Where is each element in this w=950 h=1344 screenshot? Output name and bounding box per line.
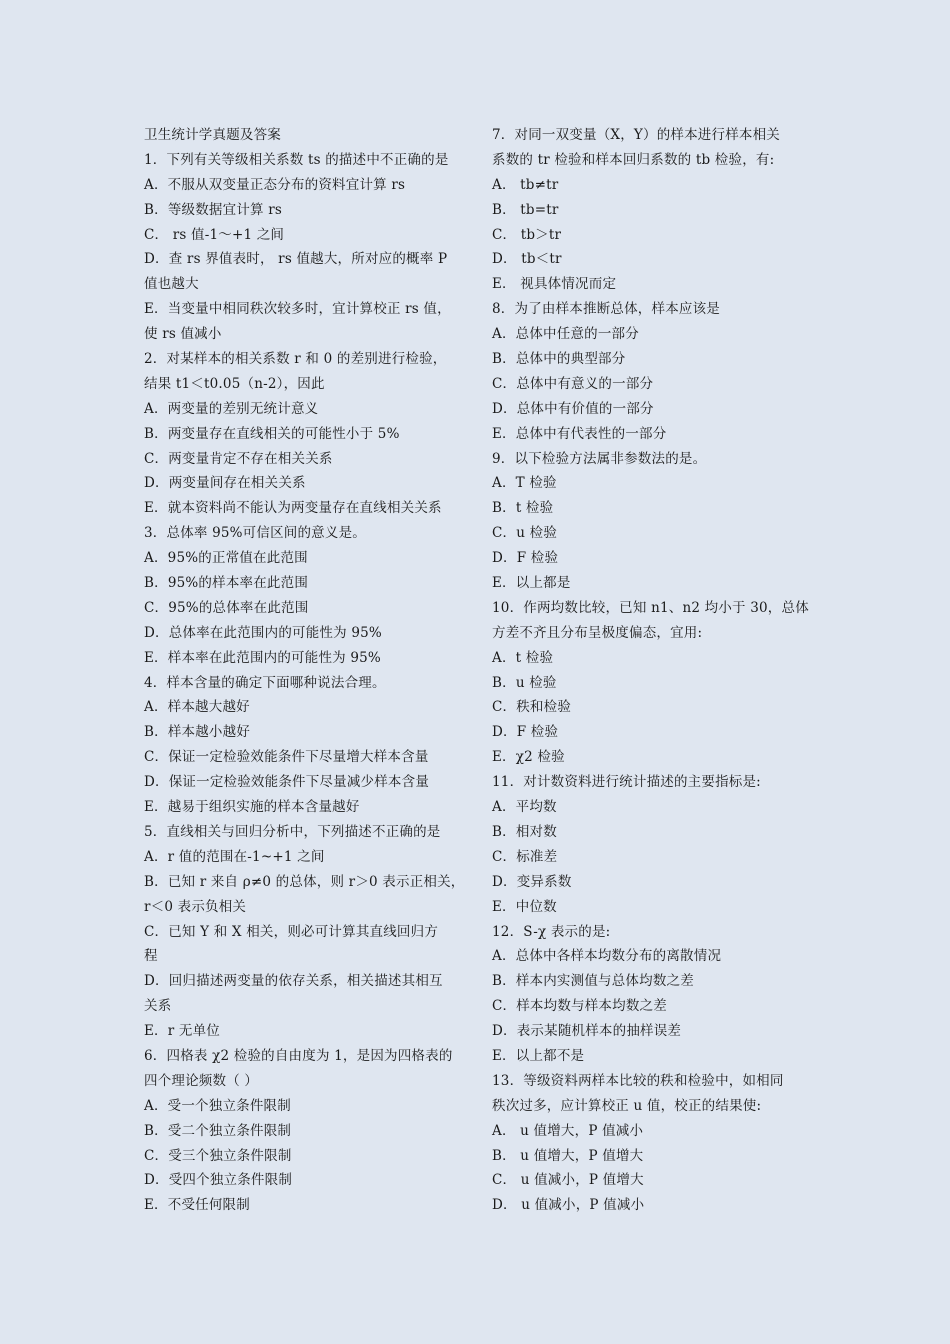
right-text-line: B． u 值增大，P 值增大 bbox=[492, 1147, 644, 1164]
right-text-line: B．u 检验 bbox=[492, 674, 557, 691]
left-text-line: C． rs 值-1～+1 之间 bbox=[144, 226, 285, 243]
right-text-line: D． tb＜tr bbox=[492, 251, 562, 268]
left-text-line: 1．下列有关等级相关系数 ts 的描述中不正确的是 bbox=[144, 151, 449, 168]
left-text-line: D．查 rs 界值表时， rs 值越大，所对应的概率 P bbox=[144, 251, 448, 268]
right-text-line: E．以上都是 bbox=[492, 575, 571, 592]
right-text-line: E．χ2 检验 bbox=[492, 749, 565, 766]
left-text-line: D．总体率在此范围内的可能性为 95% bbox=[144, 624, 382, 641]
left-text-line: 使 rs 值减小 bbox=[144, 326, 222, 343]
left-text-line: 四个理论频数（ ） bbox=[144, 1072, 259, 1089]
left-text-line: E．r 无单位 bbox=[144, 1023, 220, 1040]
right-text-line: B．样本内实测值与总体均数之差 bbox=[492, 973, 694, 990]
right-text-line: C．标准差 bbox=[492, 848, 558, 865]
left-text-line: D．两变量间存在相关关系 bbox=[144, 475, 306, 492]
left-text-line: E．不受任何限制 bbox=[144, 1197, 250, 1214]
left-text-line: B．95%的样本率在此范围 bbox=[144, 575, 309, 592]
right-text-line: D．变异系数 bbox=[492, 873, 572, 890]
left-text-line: B．等级数据宜计算 rs bbox=[144, 201, 282, 218]
right-text-line: 9．以下检验方法属非参数法的是。 bbox=[492, 450, 707, 467]
left-text-line: 卫生统计学真题及答案 bbox=[144, 127, 281, 143]
right-text-line: 13．等级资料两样本比较的秩和检验中，如相同 bbox=[492, 1072, 784, 1089]
right-text-line: A．总体中各样本均数分布的离散情况 bbox=[492, 948, 722, 965]
right-text-line: D．F 检验 bbox=[492, 724, 559, 741]
right-text-line: B．t 检验 bbox=[492, 500, 554, 517]
right-text-line: C． u 值减小，P 值增大 bbox=[492, 1172, 644, 1189]
left-text-line: 关系 bbox=[144, 998, 172, 1015]
right-column bbox=[492, 123, 810, 1218]
right-text-line: 10．作两均数比较，已知 n1、n2 均小于 30，总体 bbox=[492, 599, 809, 616]
right-text-line: 12．S-χ 表示的是: bbox=[492, 923, 611, 940]
right-text-line: 11．对计数资料进行统计描述的主要指标是: bbox=[492, 774, 761, 791]
left-text-line: D．保证一定检验效能条件下尽量减少样本含量 bbox=[144, 774, 430, 791]
right-text-line: 系数的 tr 检验和样本回归系数的 tb 检验，有: bbox=[492, 151, 775, 168]
left-column bbox=[144, 123, 465, 1218]
left-text-line: 5．直线相关与回归分析中，下列描述不正确的是 bbox=[144, 823, 441, 840]
right-text-line: A． u 值增大，P 值减小 bbox=[492, 1122, 644, 1139]
left-text-line: A．样本越大越好 bbox=[144, 699, 250, 716]
right-text-line: E．总体中有代表性的一部分 bbox=[492, 425, 667, 442]
right-text-line: A．t 检验 bbox=[492, 649, 554, 666]
right-text-line: A．总体中任意的一部分 bbox=[492, 326, 639, 343]
right-text-line: C．样本均数与样本均数之差 bbox=[492, 998, 667, 1015]
left-text-line: E．就本资料尚不能认为两变量存在直线相关关系 bbox=[144, 500, 442, 517]
left-text-line: B．两变量存在直线相关的可能性小于 5% bbox=[144, 425, 400, 442]
right-text-line: 方差不齐且分布呈极度偏态，宜用: bbox=[492, 624, 703, 641]
left-text-line: C．保证一定检验效能条件下尽量增大样本含量 bbox=[144, 749, 429, 766]
right-text-line: D． u 值减小，P 值减小 bbox=[492, 1197, 645, 1214]
left-text-line: A．95%的正常值在此范围 bbox=[144, 550, 308, 567]
left-text-line: D．回归描述两变量的依存关系，相关描述其相互 bbox=[144, 973, 443, 990]
right-text-line: A．平均数 bbox=[492, 799, 557, 816]
right-text-line: D．F 检验 bbox=[492, 550, 559, 567]
left-text-line: D．受四个独立条件限制 bbox=[144, 1172, 293, 1189]
right-text-line: 8．为了由样本推断总体，样本应该是 bbox=[492, 301, 720, 318]
right-text-line: C． tb＞tr bbox=[492, 226, 562, 243]
right-text-line: C．秩和检验 bbox=[492, 699, 572, 716]
left-text-line: C．已知 Y 和 X 相关，则必可计算其直线回归方 bbox=[144, 923, 439, 940]
right-text-line: 7．对同一双变量（X，Y）的样本进行样本相关 bbox=[492, 127, 781, 143]
right-text-line: 秩次过多，应计算校正 u 值，校正的结果使: bbox=[492, 1097, 762, 1114]
left-text-line: 6．四格表 χ2 检验的自由度为 1，是因为四格表的 bbox=[144, 1047, 453, 1064]
left-text-line: 程 bbox=[144, 948, 158, 965]
right-text-line: E．中位数 bbox=[492, 898, 557, 915]
left-text-line: A．两变量的差别无统计意义 bbox=[144, 400, 319, 417]
left-text-line: 值也越大 bbox=[144, 276, 199, 293]
left-text-line: 3．总体率 95%可信区间的意义是。 bbox=[144, 525, 366, 542]
left-text-line: B．样本越小越好 bbox=[144, 724, 251, 741]
left-text-line: E．当变量中相同秩次较多时，宜计算校正 rs 值， bbox=[144, 301, 451, 318]
left-text-line: C．受三个独立条件限制 bbox=[144, 1147, 292, 1164]
left-text-line: E．样本率在此范围内的可能性为 95% bbox=[144, 649, 381, 666]
right-text-line: B．总体中的典型部分 bbox=[492, 351, 626, 368]
left-text-line: A．不服从双变量正态分布的资料宜计算 rs bbox=[144, 176, 406, 193]
left-text-line: r＜0 表示负相关 bbox=[144, 898, 247, 915]
left-text-line: 2．对某样本的相关系数 r 和 0 的差别进行检验， bbox=[144, 351, 447, 368]
right-text-line: D．表示某随机样本的抽样误差 bbox=[492, 1023, 682, 1040]
right-text-line: A．T 检验 bbox=[492, 475, 557, 492]
right-text-line: B． tb=tr bbox=[492, 201, 559, 218]
right-text-line: C．u 检验 bbox=[492, 525, 558, 542]
left-text-line: 4．样本含量的确定下面哪种说法合理。 bbox=[144, 674, 386, 691]
right-text-line: C．总体中有意义的一部分 bbox=[492, 375, 654, 392]
left-text-line: A．受一个独立条件限制 bbox=[144, 1097, 291, 1114]
left-text-line: B．已知 r 来自 ρ≠0 的总体，则 r＞0 表示正相关， bbox=[144, 873, 465, 890]
left-text-line: E．越易于组织实施的样本含量越好 bbox=[144, 799, 360, 816]
left-text-line: 结果 t1＜t0.05（n-2），因此 bbox=[144, 375, 325, 392]
left-text-line: C．95%的总体率在此范围 bbox=[144, 599, 309, 616]
right-text-line: B．相对数 bbox=[492, 823, 557, 840]
left-text-line: A．r 值的范围在-1~+1 之间 bbox=[144, 848, 325, 865]
right-text-line: A． tb≠tr bbox=[492, 176, 559, 193]
right-text-line: D．总体中有价值的一部分 bbox=[492, 400, 654, 417]
left-text-line: C．两变量肯定不存在相关关系 bbox=[144, 450, 333, 467]
right-text-line: E． 视具体情况而定 bbox=[492, 276, 617, 293]
left-text-line: B．受二个独立条件限制 bbox=[144, 1122, 292, 1139]
right-text-line: E．以上都不是 bbox=[492, 1047, 585, 1064]
